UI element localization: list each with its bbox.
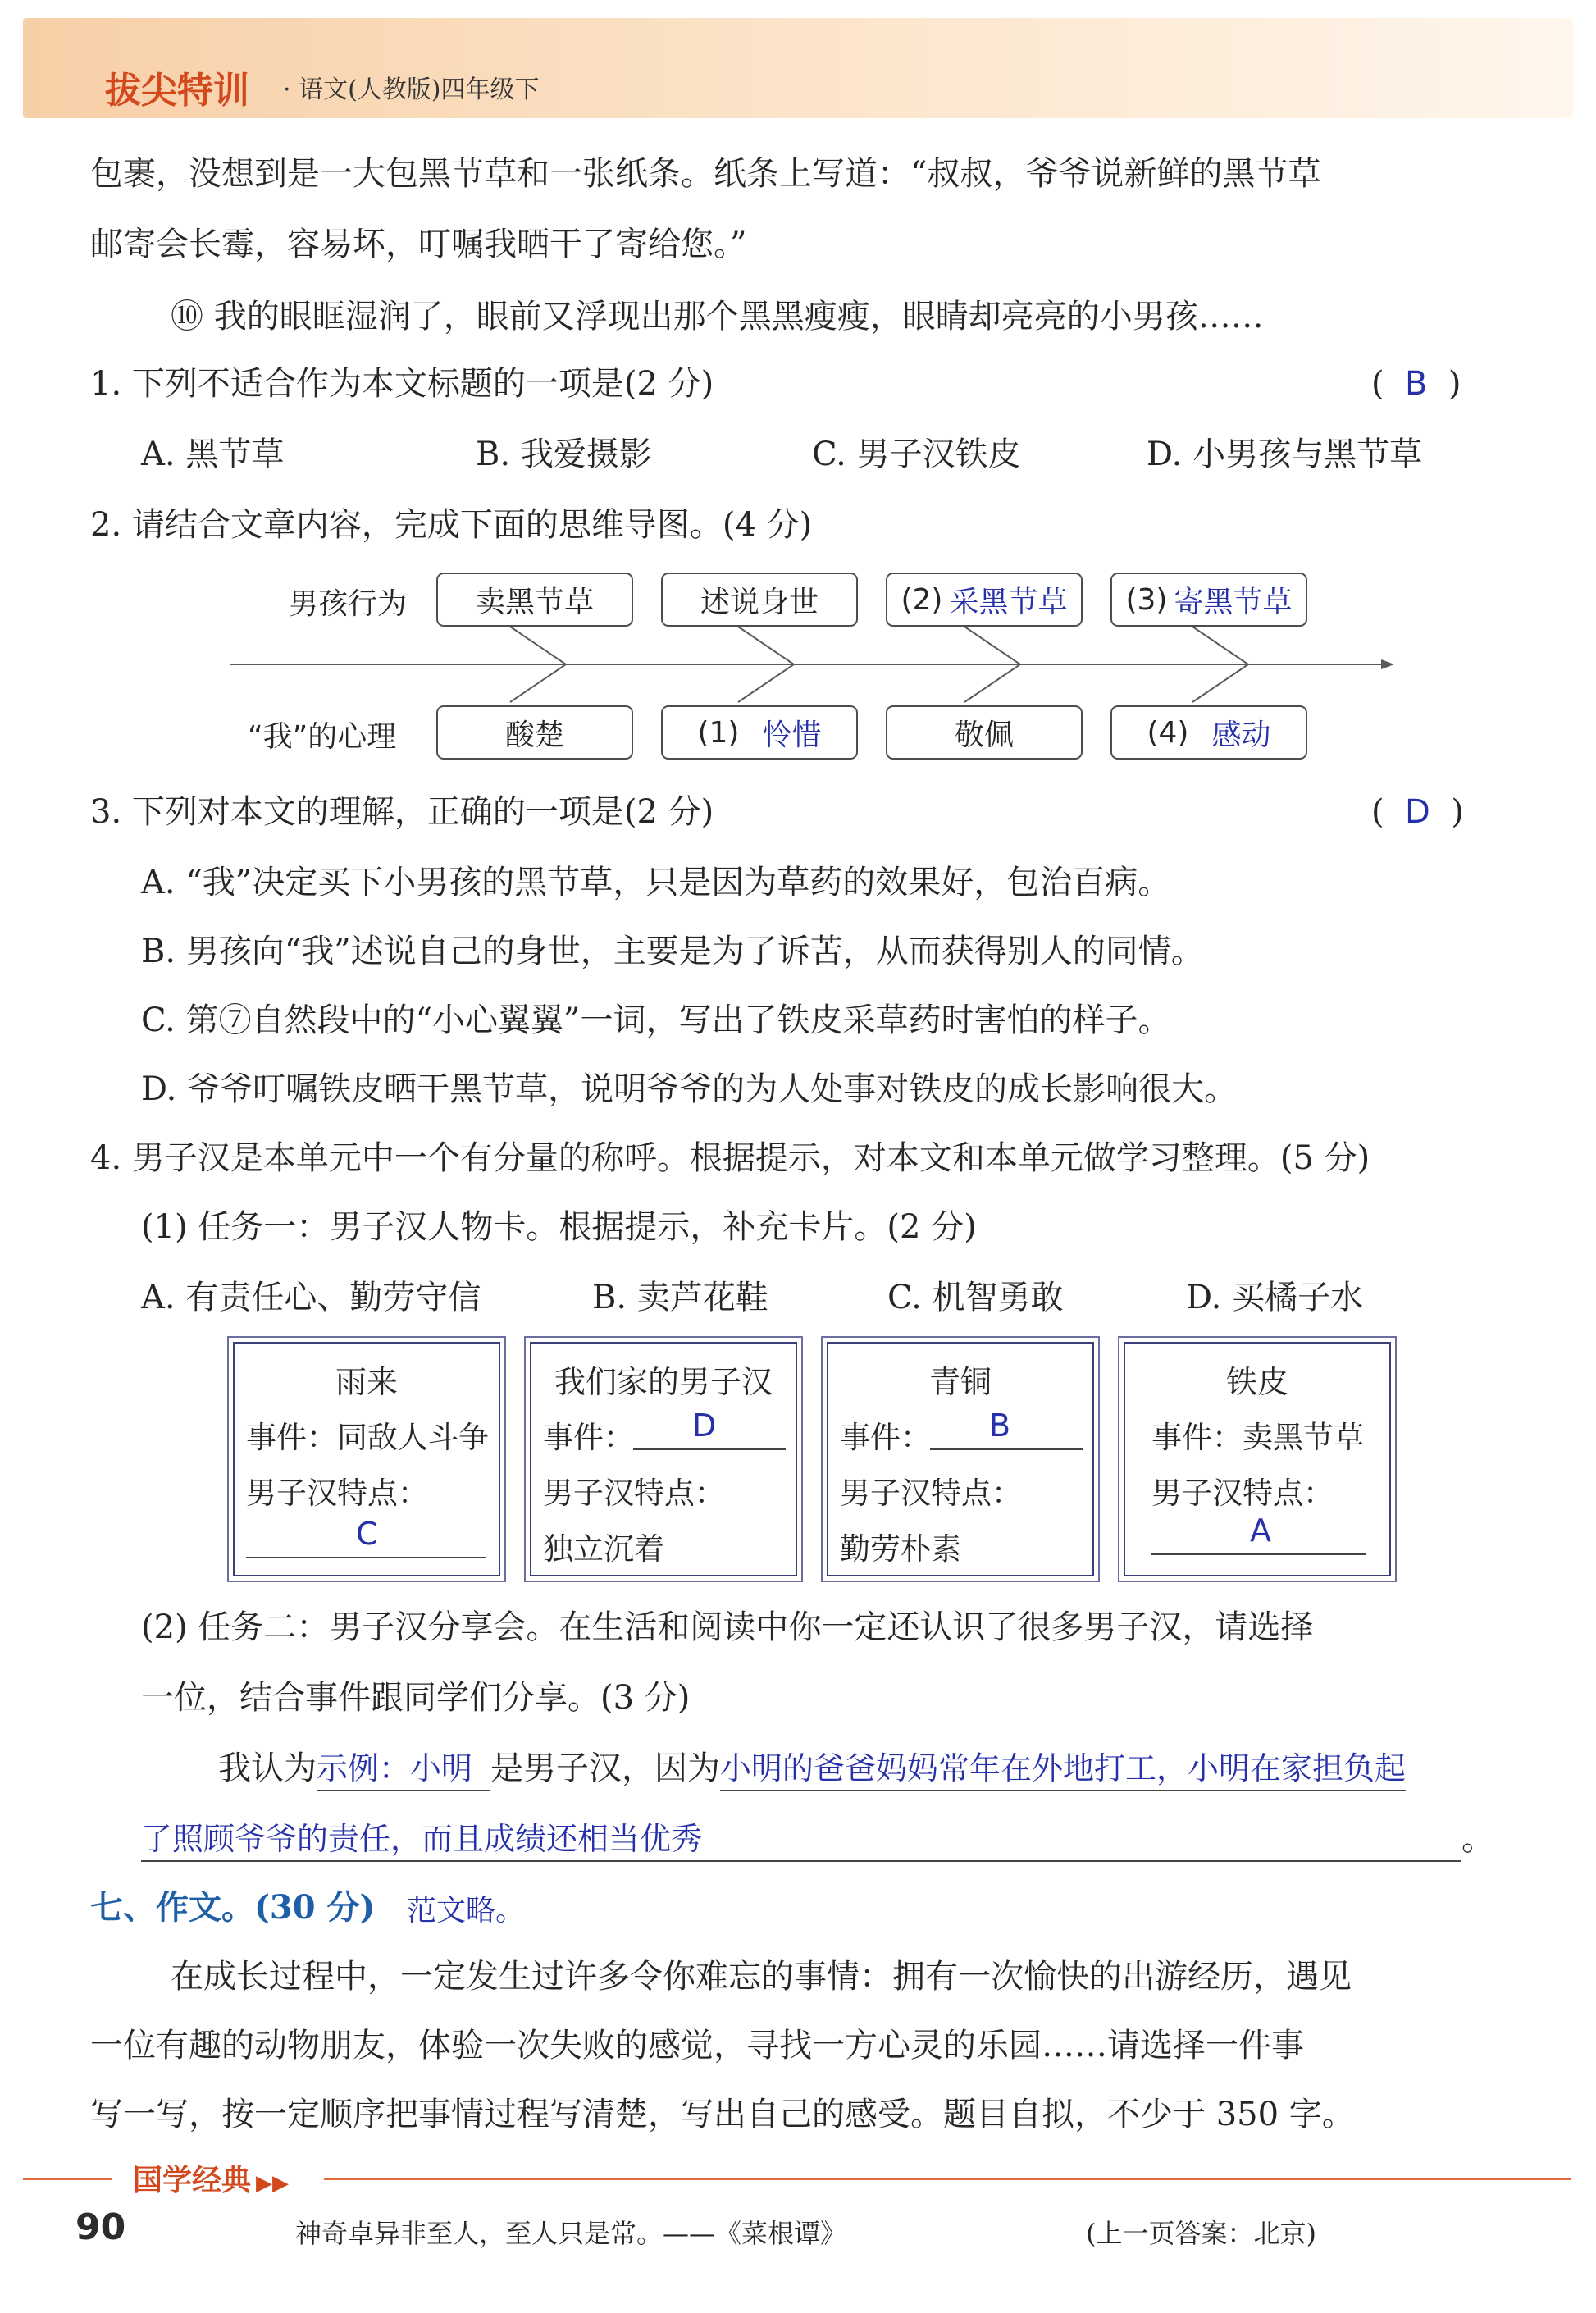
footer-prev-answer: (上一页答案：北京) — [1086, 2218, 1316, 2249]
card-event: 事件： — [840, 1420, 931, 1455]
mindmap-top-answer-4: 寄黑节草 — [1174, 585, 1293, 619]
q3-option-d: D. 爷爷叮嘱铁皮晒干黑节草，说明爷爷的为人处事对铁皮的成长影响很大。 — [141, 1070, 1238, 1108]
card-title: 雨来 — [335, 1364, 398, 1400]
card-trait-label: 男子汉特点： — [1151, 1476, 1334, 1511]
q4-fill-line-1 — [218, 1747, 1406, 1791]
mindmap-bottom-label: “我”的心理 — [248, 720, 397, 754]
fill-answer-reason-2: 了照顾爷爷的责任，而且成绩还相当优秀 — [141, 1818, 1461, 1862]
card-answer-underline — [246, 1557, 486, 1558]
mindmap-top-box-1 — [436, 573, 633, 627]
mindmap-bottom-box-1 — [436, 705, 633, 760]
mindmap-bottom-box-4 — [1110, 705, 1307, 760]
mindmap-bottom-box-3 — [886, 705, 1083, 760]
footer-quote: 神奇卓异非至人，至人只是常。——《菜根谭》 — [295, 2218, 847, 2249]
q1-answer: B — [1405, 365, 1428, 403]
q4-option-c: C. 机智勇敢 — [887, 1279, 1064, 1316]
card-trait-label: 男子汉特点： — [840, 1476, 1022, 1511]
card-title: 青铜 — [928, 1364, 992, 1400]
mindmap-top-text-2: 述说身世 — [700, 585, 819, 619]
mindmap-arrowhead — [1381, 659, 1394, 669]
essay-prompt-line-2: 一位有趣的动物朋友，体验一次失败的感觉，寻找一方心灵的乐园……请选择一件事 — [90, 2027, 1304, 2064]
q1-stem: 1. 下列不适合作为本文标题的一项是(2 分) — [90, 365, 714, 403]
essay-prompt-line-1: 在成长过程中，一定发生过许多令你难忘的事情：拥有一次愉快的出游经历，遇见 — [171, 1958, 1352, 1996]
page-number: 90 — [75, 2206, 126, 2248]
passage-line-2: 邮寄会长霉，容易坏，叮嘱我晒干了寄给您。” — [90, 226, 747, 263]
subject-label: · 语文(人教版)四年级下 — [283, 75, 540, 104]
q3-stem: 3. 下列对本文的理解，正确的一项是(2 分) — [90, 793, 714, 831]
section-7-heading: 七、作文。(30 分) — [90, 1888, 376, 1927]
q3-option-c: C. 第⑦自然段中的“小心翼翼”一词，写出了铁皮采草药时害怕的样子。 — [141, 1001, 1171, 1039]
q4-option-b: B. 卖芦花鞋 — [592, 1279, 768, 1316]
card-trait: 勤劳朴素 — [840, 1531, 961, 1567]
q1-option-a: A. 黑节草 — [141, 436, 285, 473]
card-event-answer: D — [692, 1407, 717, 1444]
fill-answer-name: 示例：小明 — [317, 1747, 490, 1791]
mindmap-bottom-answer-4: 感动 — [1211, 718, 1271, 752]
q3-option-b: B. 男孩向“我”述说自己的身世，主要是为了诉苦，从而获得别人的同情。 — [141, 933, 1204, 970]
fill-prefix: 我认为 — [218, 1750, 317, 1787]
character-card-yulai — [233, 1342, 500, 1576]
q4-task2-line-2: 一位，结合事件跟同学们分享。(3 分) — [141, 1679, 691, 1717]
fill-middle: 是男子汉，因为 — [490, 1750, 720, 1787]
q4-option-d: D. 买橘子水 — [1186, 1279, 1364, 1316]
essay-prompt-line-3: 写一写，按一定顺序把事情过程写清楚，写出自己的感受。题目自拟，不少于 350 字。 — [90, 2096, 1355, 2133]
character-card-qingtong — [827, 1342, 1094, 1576]
q4-option-a: A. 有责任心、勤劳守信 — [141, 1279, 481, 1316]
mindmap-top-box-3 — [886, 573, 1083, 627]
footer-rule-right — [324, 2178, 1571, 2180]
brand-title: 拔尖特训 — [105, 70, 249, 112]
card-title: 我们家的男子汉 — [554, 1364, 773, 1400]
card-event: 事件： — [543, 1420, 634, 1455]
card-event-answer: B — [989, 1407, 1011, 1444]
fill-end: 。 — [1461, 1820, 1494, 1858]
q4-fill-line-2 — [141, 1818, 1494, 1862]
mindmap-top-text-1: 卖黑节草 — [475, 585, 594, 619]
card-answer: C — [356, 1516, 378, 1552]
footer-section-text: 国学经典 — [133, 2164, 252, 2197]
character-card-tiepi — [1124, 1342, 1391, 1576]
card-answer-underline — [1151, 1553, 1366, 1555]
mindmap-top-box-4 — [1110, 573, 1307, 627]
mindmap-top-label: 男孩行为 — [289, 587, 408, 621]
mindmap-bottom-text-1: 酸楚 — [504, 718, 564, 752]
passage-line-1: 包裹，没想到是一大包黑节草和一张纸条。纸条上写道：“叔叔，爷爷说新鲜的黑节草 — [90, 155, 1321, 193]
card-trait-label: 男子汉特点： — [543, 1476, 725, 1511]
mindmap-bottom-num-4: (4) — [1147, 715, 1189, 750]
mindmap-top-answer-3: 采黑节草 — [949, 585, 1068, 619]
mindmap-top-box-2 — [661, 573, 858, 627]
q3-option-a: A. “我”决定买下小男孩的黑节草，只是因为草药的效果好，包治百病。 — [141, 864, 1171, 901]
mindmap-bottom-box-2 — [661, 705, 858, 760]
double-arrow-icon: ▶▶ — [256, 2171, 290, 2196]
mindmap-bottom-num-2: (1) — [697, 715, 740, 750]
q4-task2-line-1: (2) 任务二：男子汉分享会。在生活和阅读中你一定还认识了很多男子汉，请选择 — [141, 1608, 1314, 1646]
footer-section-label — [133, 2157, 289, 2199]
mindmap-diagram — [0, 0, 1596, 820]
card-event: 事件：同敌人斗争 — [246, 1420, 489, 1455]
q3-answer: D — [1405, 793, 1430, 831]
fill-answer-reason-1: 小明的爸爸妈妈常年在外地打工，小明在家担负起 — [720, 1747, 1406, 1791]
card-trait-label: 男子汉特点： — [246, 1476, 428, 1511]
q3-answer-bracket: ( D ) — [1371, 793, 1464, 831]
mindmap-bottom-answer-2: 怜惜 — [762, 718, 822, 752]
footer-rule-left — [23, 2178, 112, 2180]
mindmap-top-num-4: (3) — [1125, 582, 1168, 617]
q4-task1: (1) 任务一：男子汉人物卡。根据提示，补充卡片。(2 分) — [141, 1208, 977, 1246]
card-title: 铁皮 — [1225, 1364, 1288, 1400]
q1-option-b: B. 我爱摄影 — [476, 436, 652, 473]
card-answer: A — [1250, 1512, 1271, 1549]
q1-option-d: D. 小男孩与黑节草 — [1147, 436, 1423, 473]
card-trait: 独立沉着 — [543, 1531, 664, 1567]
q1-option-c: C. 男子汉铁皮 — [812, 436, 1021, 473]
q2-stem: 2. 请结合文章内容，完成下面的思维导图。(4 分) — [90, 506, 813, 544]
section-7-note: 范文略。 — [407, 1894, 526, 1928]
card-event-underline — [930, 1448, 1083, 1450]
passage-para-10: ⑩ 我的眼眶湿润了，眼前又浮现出那个黑黑瘦瘦，眼睛却亮亮的小男孩…… — [171, 298, 1264, 335]
card-event-underline — [633, 1448, 786, 1450]
card-event: 事件：卖黑节草 — [1151, 1420, 1364, 1455]
q4-stem: 4. 男子汉是本单元中一个有分量的称呼。根据提示，对本文和本单元做学习整理。(5 分) — [90, 1139, 1370, 1177]
q1-answer-bracket: ( B ) — [1371, 365, 1461, 403]
mindmap-top-num-3: (2) — [901, 582, 943, 617]
mindmap-bottom-text-3: 敬佩 — [954, 718, 1014, 752]
character-card-our-family-man — [530, 1342, 797, 1576]
